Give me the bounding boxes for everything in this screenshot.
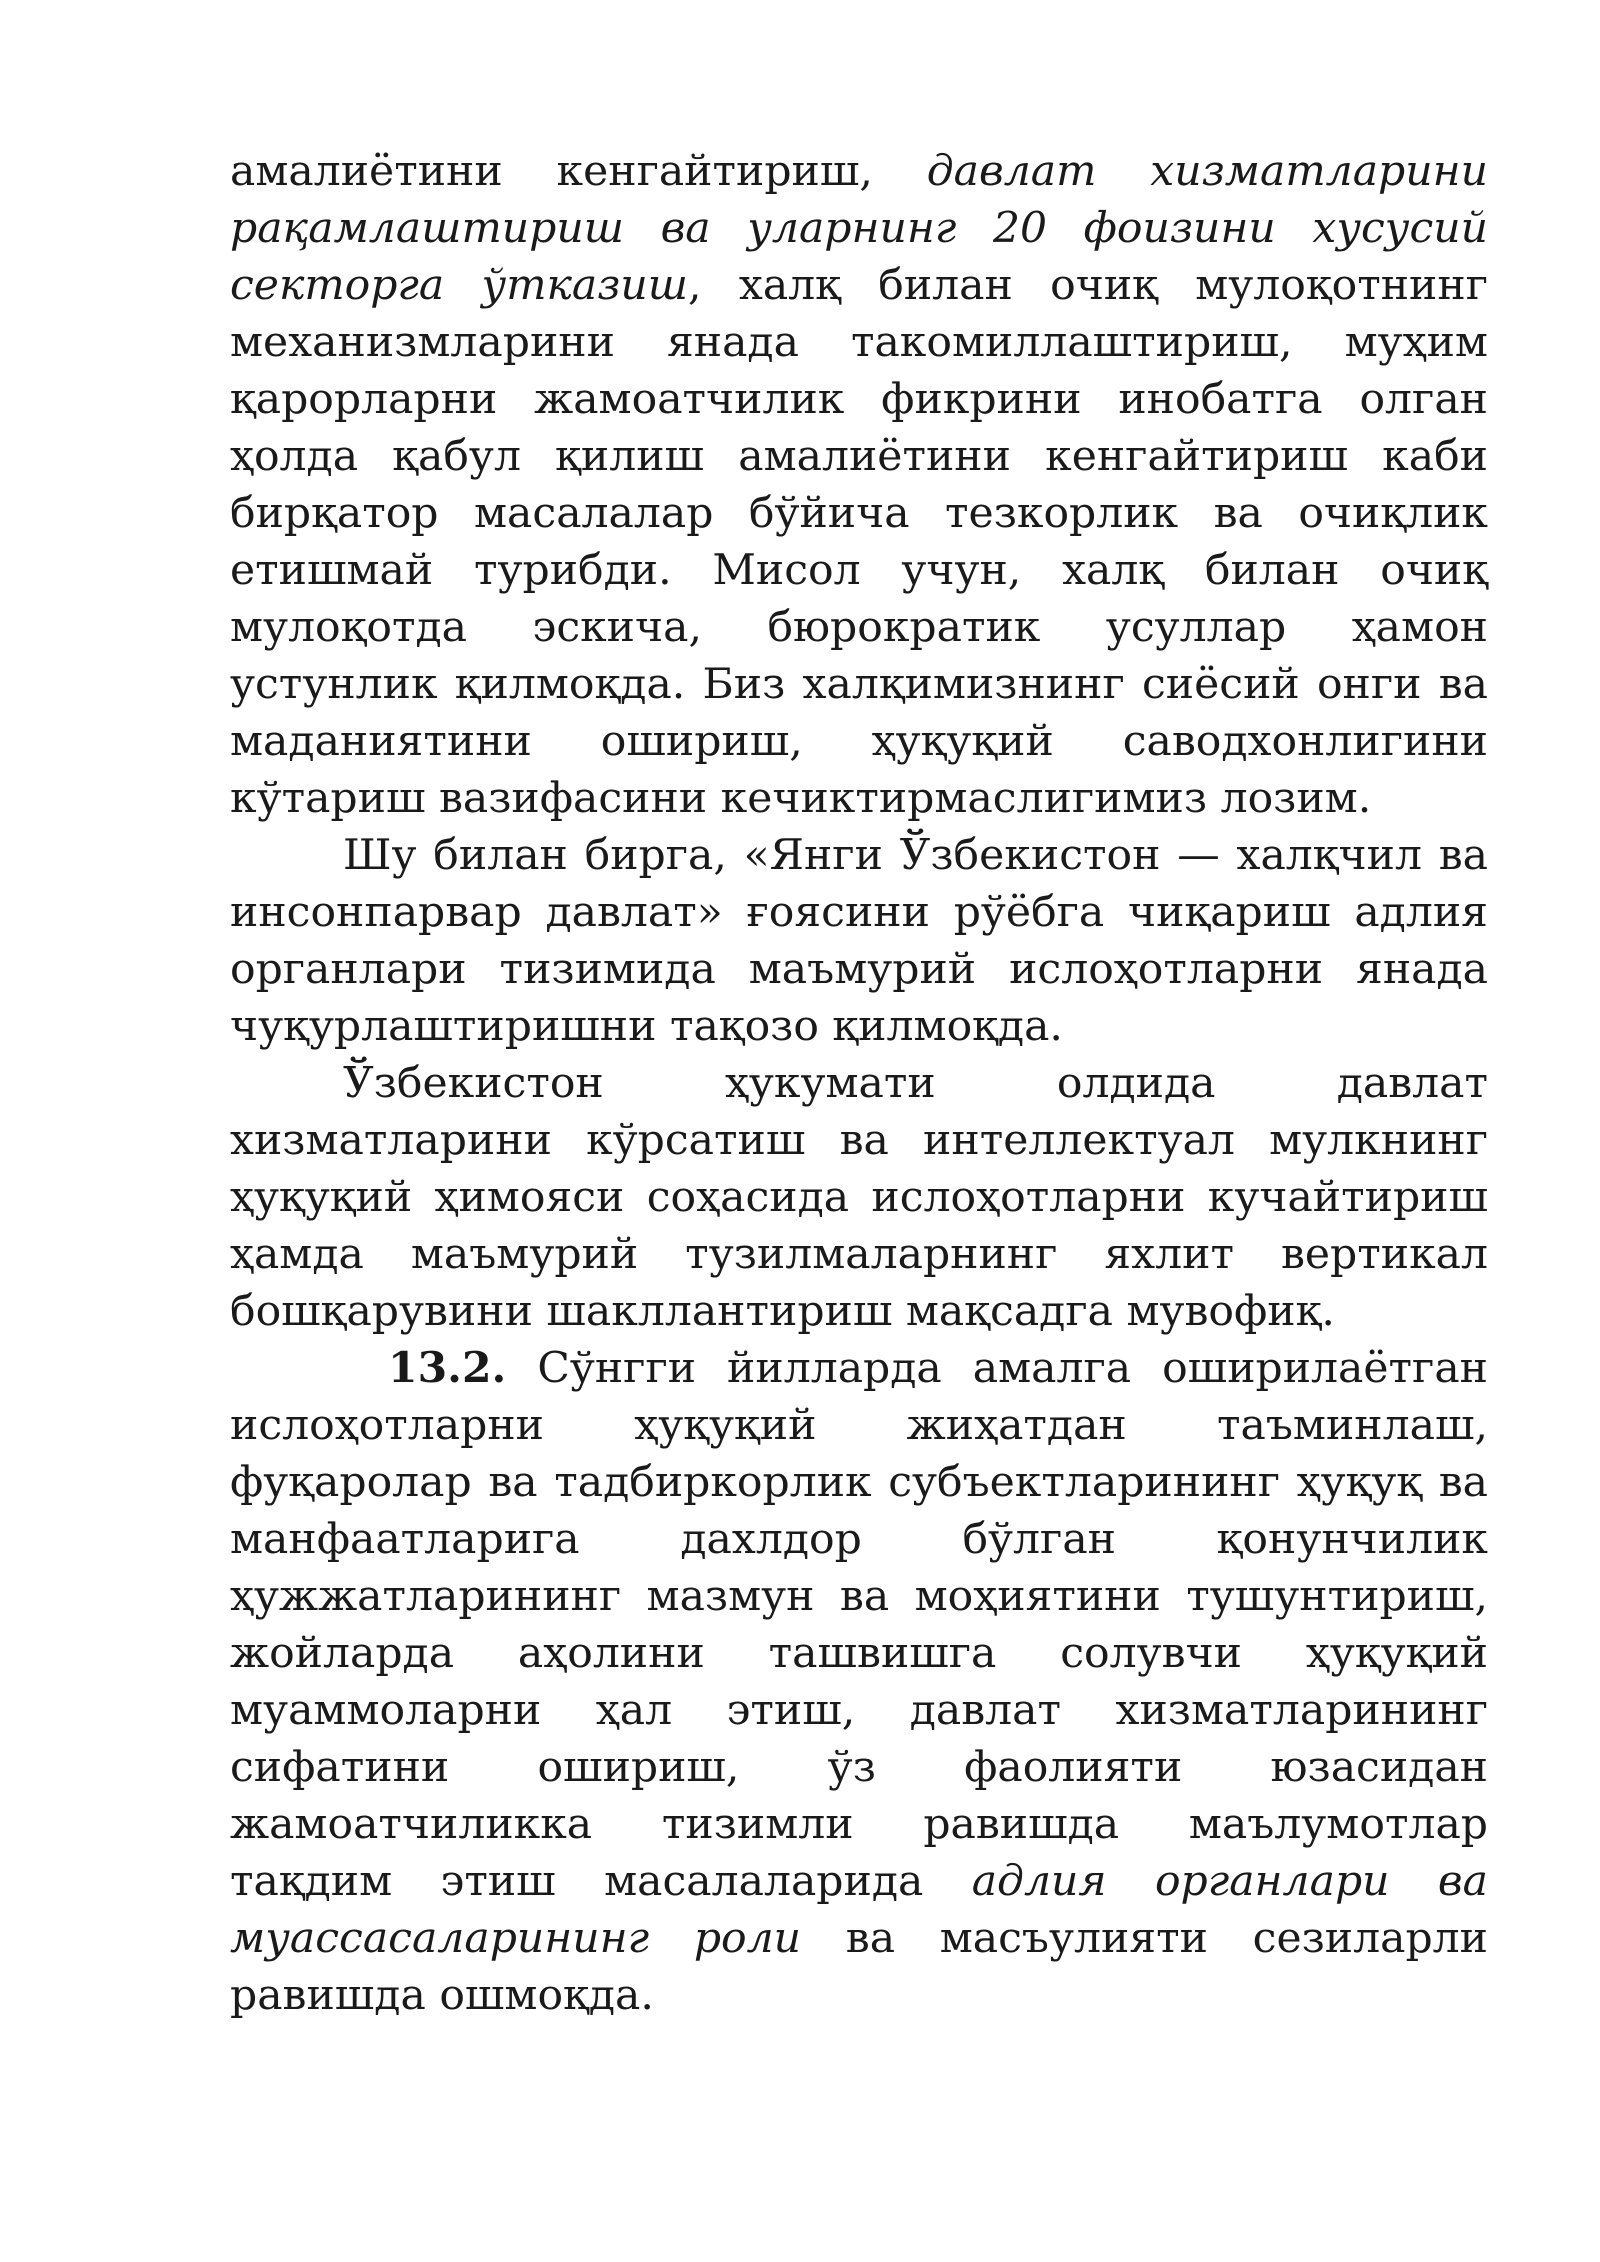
paragraph-1-text-continued: , халқ билан очиқ мулоқотнинг механизмларини янада такомиллаштириш, муҳим қарорларни жамоатчилик фикрини инобатга олган ҳолда қабул қилиш амалиётини кенгайтириш каби бирқатор масалалар бўйича тезкорлик ва очиқлик етишмай турибди. Мисол учун, халқ билан очиқ мулоқотда эскича, бюрократик усуллар ҳамон устунлик қилмоқда. Биз халқимизнинг сиёсий онги ва маданиятини ошириш, ҳуқуқий саводхонлигини кўтариш вазифасини кечиктирмаслигимиз лозим. <box>230 261 1488 823</box>
paragraph-4-text-continued: ва масъулияти сезиларли равишда ошмоқда. <box>230 1914 1488 2020</box>
section-number: 13.2. <box>388 1343 507 1393</box>
paragraph-1 <box>230 143 1488 827</box>
paragraph-4-text: Сўнгги йилларда амалга оширилаётган ислоҳотларни ҳуқуқий жиҳатдан таъминлаш, фуқаролар ва тадбиркорлик субъектларининг ҳуқуқ ва манфаатларига дахлдор бўлган қонунчилик ҳужжатларининг мазмун ва моҳиятини тушунтириш, жойларда аҳолини ташвишга солувчи ҳуқуқий муаммоларни ҳал этиш, давлат хизматларининг сифатини ошириш, ўз фаолияти юзасидан жамоатчиликка тизимли равишда маълумотлар тақдим этиш масалаларида <box>230 1344 1488 1906</box>
paragraph-4-italic-phrase: адлия органлари ва муассасаларининг роли <box>230 1857 1488 1963</box>
paragraph-2: Шу билан бирга, «Янги Ўзбекистон — халқчил ва инсонпарвар давлат» ғоясини рўёбга чиқариш адлия органлари тизимида маъмурий ислоҳотларни янада чуқурлаштиришни тақозо қилмоқда. <box>230 831 1488 1051</box>
paragraph-1-italic-phrase: давлат хизматларини рақамлаштириш ва уларнинг 20 фоизини хусусий секторга ўтказиш <box>230 147 1488 310</box>
paragraph-4 <box>230 1340 1488 2024</box>
paragraph-1-text: амалиётини кенгайтириш, <box>230 147 927 196</box>
paragraph-3: Ўзбекистон ҳукумати олдида давлат хизматларини кўрсатиш ва интеллектуал мулкнинг ҳуқуқий ҳимояси соҳасида ислоҳотларни кучайтириш ҳамда маъмурий тузилмаларнинг яхлит вертикал бошқарувини шакллантириш мақсадга мувофиқ. <box>230 1059 1488 1336</box>
document-page <box>230 143 1488 2024</box>
